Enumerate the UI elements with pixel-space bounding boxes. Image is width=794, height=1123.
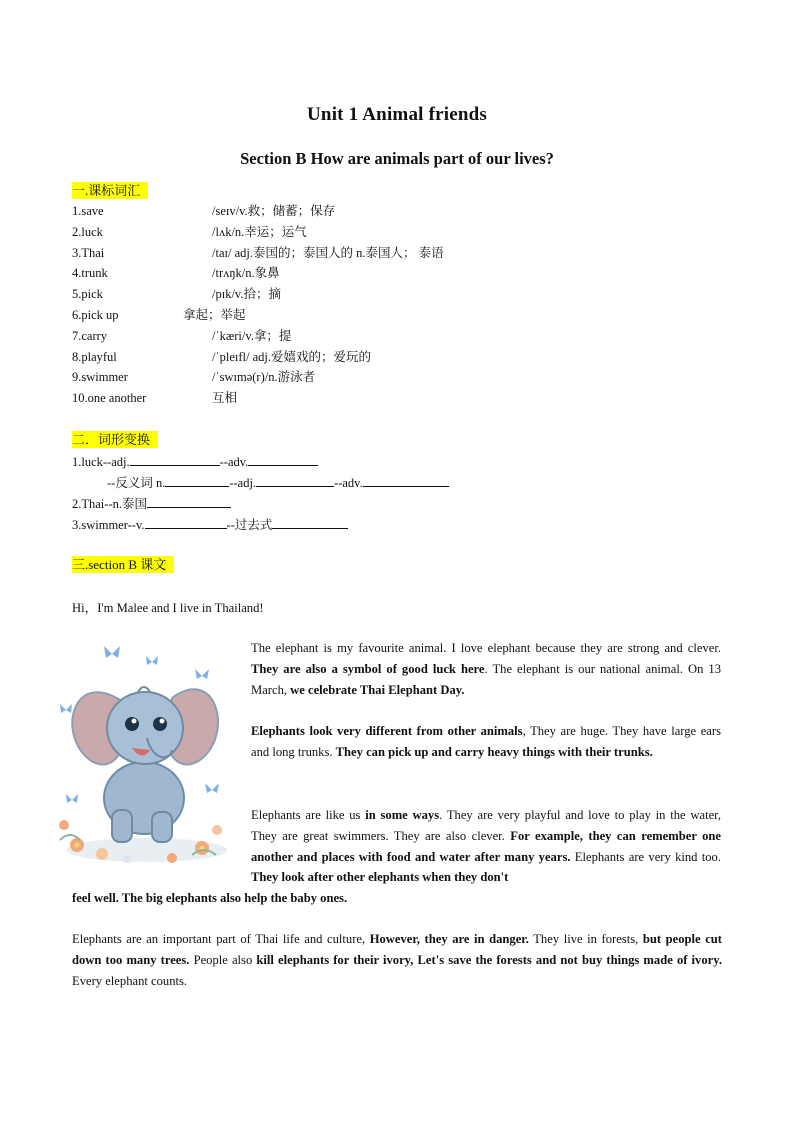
answer-blank[interactable] bbox=[130, 452, 220, 466]
page-title: Unit 1 Animal friends bbox=[307, 104, 487, 125]
passage-paragraph-3: Elephants are like us in some ways. They are very playful and love to play in the water, They are great swimmers. They are also clever. For example, they can remember one another and places with food and water after many years. Elephants are very kind too. They look after other elephants when they don't bbox=[251, 808, 722, 885]
cartoon-elephant-illustration bbox=[52, 640, 234, 870]
section3-heading: 三.section B 课文 bbox=[72, 556, 174, 573]
answer-blank[interactable] bbox=[147, 494, 231, 508]
greeting-line: Hi，I'm Malee and I live in Thailand! bbox=[72, 601, 264, 615]
passage-paragraph-3-continued: feel well. The big elephants also help the baby ones. bbox=[72, 891, 348, 905]
answer-blank[interactable] bbox=[145, 515, 227, 529]
answer-blank[interactable] bbox=[363, 473, 449, 487]
answer-blank[interactable] bbox=[165, 473, 229, 487]
section2-heading: 二．词形变换 bbox=[72, 431, 158, 448]
exercise-line: 2.Thai--n.泰国 bbox=[72, 494, 231, 513]
passage-paragraph-4: Elephants are an important part of Thai life and culture, However, they are in danger. They live in forests, but people cut down too many trees. People also kill elephants for their ivory, Let's save the forests and not buy things made of ivory. Every elephant counts. bbox=[72, 932, 722, 988]
section1-heading: 一.课标词汇 bbox=[72, 182, 148, 199]
passage-paragraph-1: The elephant is my favourite animal. I love elephant because they are strong and clever. They are also a symbol of good luck here. The elephant is our national animal. On 13 March, we celebrate Thai Elephant Day. bbox=[251, 641, 721, 697]
answer-blank[interactable] bbox=[272, 515, 348, 529]
page-subtitle: Section B How are animals part of our lives? bbox=[240, 149, 554, 168]
exercise-line: --反义词 n. --adj. --adv. bbox=[107, 473, 449, 492]
document-page: Unit 1 Animal friends Section B How are animals part of our lives? 一.课标词汇 1.save /seɪv/v.救；储蓄；保存 2.luck /lʌk/n.幸运；运气 3.Thai /taɪ/ adj.泰国的；泰国人的 n.泰国人； 泰语 4.trunk /trʌŋk/n.象鼻 5.pick /pɪk/v.拾；摘 6.pick up 拿起；举起 7.carry /ˈkæri/v.拿；提 8.playful /ˈpleɪfl/ adj.爱嬉戏的；爱玩的 9.swimmer /ˈswɪmə(r)/n.游泳者 10.one another 互相 二．词形变换 1.luck--adj. --adv. --反义词 n. --adj. --adv. 2.Thai--n.泰国 3.swimmer--v. --过去式 三.section B 课文 Hi，I'm Malee and I live in Thailand! The elephant is my favourite animal. I love elephant because they are strong and clever. They are also a symbol of good luck here. The elephant is our national animal. On 13 March, we celebrate Thai Elephant Day. Elephants look very different from other animals, They are huge. They have large ears and long trunks. They can pick up and carry heavy things with their trunks. Elephants are like us in some ways. They are very playful and love to play in the water, They are great swimmers. They are also clever. For example, they can remember one another and places with food and water after many years. Elephants are very kind too. They look after other elephants when they don't feel well. The big elephants also help the baby ones. Elephants are an important part of Thai life and culture, However, they are in danger. They live in forests, but people cut down too many trees. People also kill elephants for their ivory, Let's save the forests and not buy things made of ivory. Every elephant counts. bbox=[0, 0, 794, 1123]
answer-blank[interactable] bbox=[256, 473, 334, 487]
answer-blank[interactable] bbox=[248, 452, 318, 466]
exercise-line: 1.luck--adj. --adv. bbox=[72, 452, 318, 471]
exercise-line: 3.swimmer--v. --过去式 bbox=[72, 515, 348, 534]
passage-paragraph-2: Elephants look very different from other animals, They are huge. They have large ears and long trunks. They can pick up and carry heavy things with their trunks. bbox=[251, 724, 721, 759]
